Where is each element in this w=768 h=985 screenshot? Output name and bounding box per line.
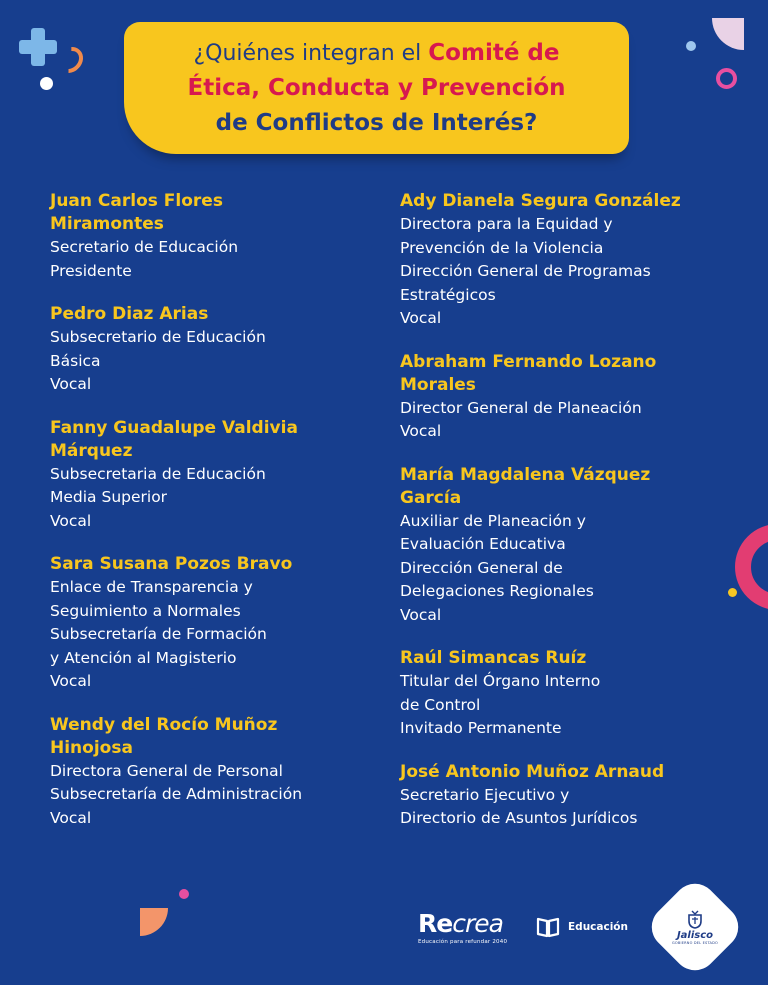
member-role: Invitado Permanente [400,719,562,737]
member-name: Wendy del Rocío Muñoz [50,714,278,735]
title-line-3: de Conflictos de Interés? [215,109,538,136]
member-role: Básica [50,351,101,370]
member-name: García [400,487,462,508]
jalisco-logo [643,875,748,980]
member-role: Vocal [50,672,92,690]
member-role: Subsecretario de Educación [50,328,266,346]
footer-logos [0,880,768,980]
coat-of-arms-icon [685,909,705,929]
decorative-ring [716,68,737,89]
member-name: Raúl Simancas Ruíz [400,648,587,668]
member-name: Pedro Diaz Arias [50,304,209,324]
jalisco-subtitle: GOBIERNO DEL ESTADO [672,941,718,945]
title-banner [124,22,629,154]
member-role: Vocal [50,375,92,393]
recrea-wordmark: Recrea [418,909,503,938]
member-name: Morales [400,374,476,395]
book-icon [536,916,560,938]
member-role: Vocal [400,422,442,440]
member-role: Auxiliar de Planeación y [400,511,586,530]
decorative-dot [40,77,53,90]
member-role: Dirección General de [400,558,563,577]
jalisco-name: Jalisco [676,930,714,941]
member-name: Abraham Fernando Lozano [400,351,657,372]
member-entry [50,303,390,397]
page-title [188,36,566,141]
member-role: Evaluación Educativa [400,535,566,553]
member-role: Delegaciones Regionales [400,582,594,600]
member-role: Directora para la Equidad y [400,215,613,233]
member-name: Ady Dianela Segura González [400,191,681,211]
decorative-arc [52,42,89,79]
member-role: Vocal [400,605,442,624]
member-name: Miramontes [50,214,164,234]
recrea-logo [418,910,507,946]
member-name: Fanny Guadalupe Valdivia [50,417,298,438]
member-role: Subsecretaria de Educación [50,464,266,483]
title-lead: ¿Quiénes integran el [193,40,429,66]
member-entry [400,351,740,444]
member-role: Subsecretaría de Administración [50,785,303,803]
member-role: Presidente [50,261,132,280]
member-name: María Magdalena Vázquez [400,464,651,485]
member-entry [400,190,740,331]
member-role: Dirección General de Programas [400,262,651,280]
member-entry [50,553,390,694]
education-label: Educación [568,921,628,933]
member-entry [400,647,740,741]
title-highlight-1: Comité de [428,39,560,66]
member-role: Enlace de Transparencia y [50,578,253,596]
member-role: Secretario Ejecutivo y [400,785,570,804]
member-entry [400,761,740,831]
decorative-quarter-circle [712,18,744,50]
member-entry [50,714,390,831]
recrea-tagline: Educación para refundar 2040 [418,939,508,945]
member-name: Sara Susana Pozos Bravo [50,554,293,574]
members-column-right [400,190,740,851]
member-role: Seguimiento a Normales [50,601,241,620]
member-role: Directorio de Asuntos Jurídicos [400,809,638,827]
member-name: Márquez [50,440,133,461]
member-entry [50,190,390,283]
member-role: Subsecretaría de Formación [50,625,267,643]
member-role: Directora General de Personal [50,761,283,780]
member-role: Director General de Planeación [400,398,642,417]
member-name: José Antonio Muñoz Arnaud [400,761,665,782]
member-role: Estratégicos [400,285,496,304]
member-role: de Control [400,695,481,714]
member-name: Hinojosa [50,737,133,758]
member-role: Secretario de Educación [50,238,239,256]
member-role: Vocal [50,808,92,827]
member-role: Media Superior [50,488,168,506]
member-role: y Atención al Magisterio [50,648,237,667]
member-entry [50,417,390,534]
plus-icon-bar [19,40,57,54]
members-column-left [50,190,390,850]
member-role: Vocal [50,511,92,530]
member-role: Vocal [400,309,442,327]
education-logo [536,916,628,938]
member-role: Titular del Órgano Interno [400,672,601,690]
member-role: Prevención de la Violencia [400,238,604,257]
member-name: Juan Carlos Flores [50,191,223,211]
member-entry [400,464,740,628]
decorative-dot [686,41,696,51]
title-highlight-2: Ética, Conducta y Prevención [187,74,566,101]
